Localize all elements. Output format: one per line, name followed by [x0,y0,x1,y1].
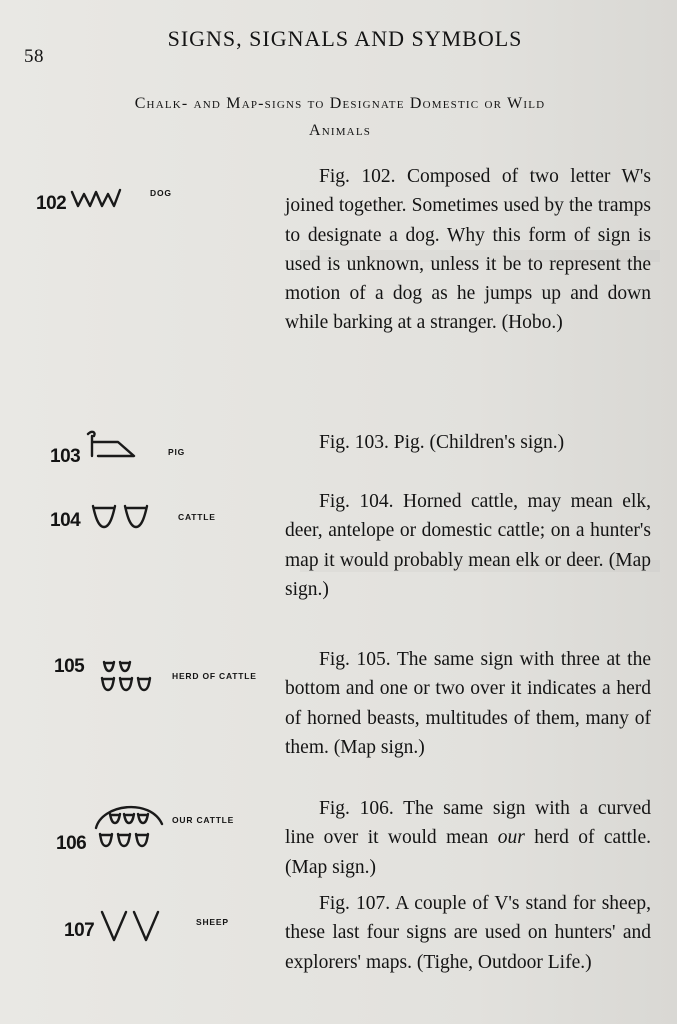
fig-104-caption [285,487,651,604]
fig-103-sign-label: PIG [168,447,186,457]
fig-106-number: 106 [56,833,87,854]
fig-102-text: Fig. 102. Composed of two letter W's joined together. Sometimes used by the tramps to designate a dog. Why this form of sign is used is unknown, unless it be to represent the motion of a dog as he jumps up and down while barking at a stranger. (Hobo.) [285,166,651,334]
fig-106-text-after: herd of cattle. (Map sign.) [285,827,651,878]
fig-103-caption [285,428,651,457]
fig-107-number: 107 [64,920,95,941]
dog-sign-icon [70,186,126,210]
fig-105-sign-label: HERD OF CATTLE [172,671,257,681]
fig-107-sign-label: SHEEP [196,917,229,927]
our-cattle-sign-icon [94,798,166,852]
section-title-line2: Animals [308,122,372,139]
fig-102-sign-label: DOG [150,188,172,198]
fig-105-number: 105 [54,656,85,677]
fig-106-sign-label: OUR CATTLE [172,815,235,825]
fig-103-number: 103 [50,446,81,467]
fig-104-number: 104 [50,510,81,531]
fig-107-text: Fig. 107. A couple of V's stand for sheep, these last four signs are used on hunters' and explorers' maps. (Tighe, Outdoor Life.) [285,893,651,973]
herd-of-cattle-sign-icon [100,660,160,696]
sheep-sign-icon [100,908,170,944]
fig-102-caption [285,162,651,338]
fig-106-text-emphasis: our [497,827,525,849]
fig-106-text-before: Fig. 106. The same sign with a curved line over it would mean [285,798,651,849]
fig-107-caption [285,889,651,977]
fig-104-text: Fig. 104. Horned cattle, may mean elk, deer, antelope or domestic cattle; on a hunter's map it would probably mean elk or deer. (Map sign.) [285,491,651,600]
fig-106-caption [285,794,651,882]
cattle-sign-icon [90,503,156,531]
fig-105-text: Fig. 105. The same sign with three at the bottom and one or two over it indicates a herd of horned beasts, multitudes of them, many of them. (Map sign.) [285,649,651,758]
running-head: SIGNS, SIGNALS AND SYMBOLS [167,26,523,51]
fig-102-number: 102 [36,193,67,214]
page-number: 58 [24,46,44,67]
fig-105-caption [285,645,651,762]
fig-104-sign-label: CATTLE [178,512,216,522]
section-title [20,90,660,144]
pig-sign-icon [86,430,144,464]
section-title-line1: Chalk- and Map-signs to Designate Domestic or Wild [134,95,546,112]
fig-103-text: Fig. 103. Pig. (Children's sign.) [319,432,565,453]
